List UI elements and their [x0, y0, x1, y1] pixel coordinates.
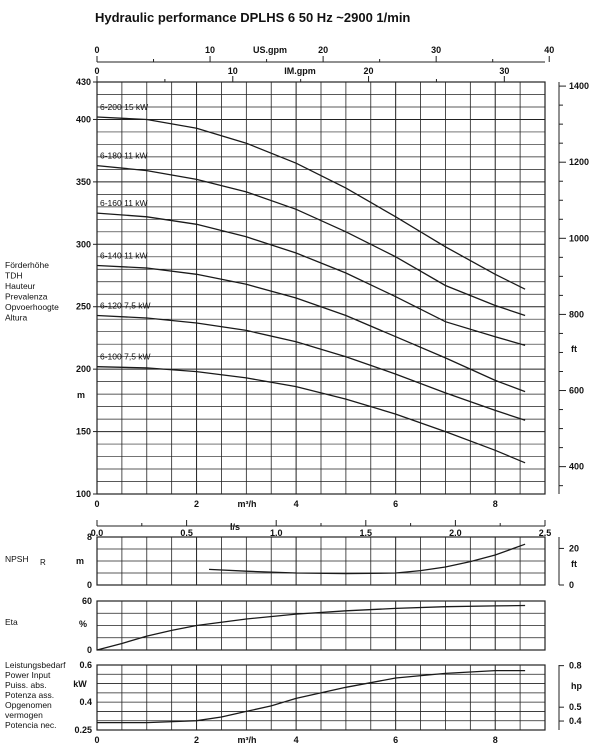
- npsh-label-subscript: R: [40, 558, 46, 567]
- us-gpm-tick-label: 30: [431, 45, 442, 55]
- curve-6-140: [97, 266, 525, 392]
- grid-layer: [90, 56, 566, 730]
- curve-6-200: [97, 117, 525, 289]
- ft-tick-label: 800: [569, 309, 585, 320]
- head-x-tick-label: 4: [293, 499, 299, 509]
- head-y-label-line: Altura: [5, 312, 28, 323]
- eta-label: Eta: [5, 617, 18, 627]
- power-y-tick-label: 0.6: [79, 660, 92, 670]
- ls-tick-label: 2.0: [449, 528, 462, 538]
- power-x-tick-label: 0: [94, 735, 100, 745]
- eta-y-tick-label: 60: [81, 596, 92, 606]
- power-label-line: Power Input: [5, 670, 51, 680]
- head-y-unit: m: [76, 390, 85, 400]
- ft-unit: ft: [571, 344, 577, 354]
- ft-tick-label: 1000: [569, 233, 590, 244]
- us-gpm-tick-label: 40: [544, 45, 555, 55]
- power-y-tick-label: 0.4: [79, 697, 92, 708]
- im-gpm-tick-label: 20: [363, 66, 374, 76]
- ls-label: l/s: [229, 522, 241, 532]
- power-x-unit: m³/h: [237, 735, 257, 745]
- npsh-label: NPSH: [5, 554, 29, 564]
- curve-6-160: [97, 213, 525, 345]
- power-label-line: Puiss. abs.: [5, 680, 47, 690]
- npsh-y-tick-label: 0: [86, 580, 92, 590]
- eta-y-tick-label: 0: [86, 645, 92, 655]
- curve-label-6-120: 6-120 7,5 kW: [100, 300, 151, 311]
- npsh-y-unit: m: [75, 556, 85, 566]
- ls-tick-label: 0.0: [90, 528, 104, 538]
- power-x-tick-label: 8: [492, 735, 498, 745]
- eta-y-unit: %: [78, 619, 88, 629]
- us-gpm-label: US.gpm: [252, 45, 288, 55]
- head-x-tick-label: 8: [492, 499, 498, 509]
- npsh-ft-unit: ft: [571, 559, 577, 569]
- hp-tick-label: 0.5: [569, 702, 582, 713]
- hp-unit: hp: [571, 681, 582, 691]
- curve-power: [97, 671, 525, 723]
- ft-tick-label: 1200: [569, 157, 590, 168]
- curves-layer: [97, 117, 525, 723]
- curve-eta: [97, 606, 525, 651]
- labels-layer: [5, 45, 589, 745]
- ls-tick-label: 1.5: [359, 528, 373, 538]
- im-gpm-tick-label: 30: [499, 66, 510, 76]
- chart-title: Hydraulic performance DPLHS 6 50 Hz ~2900 1/min: [95, 10, 411, 25]
- ft-tick-label: 400: [569, 461, 585, 472]
- curve-label-6-200: 6-200 15 kW: [100, 101, 149, 112]
- head-y-tick-label: 100: [75, 489, 91, 499]
- curve-label-6-180: 6-180 11 kW: [100, 150, 148, 161]
- curve-6-180: [97, 166, 525, 316]
- head-y-label-line: Hauteur: [5, 281, 36, 291]
- power-label-line: Potencia nec.: [5, 720, 57, 730]
- power-y-unit: kW: [73, 679, 87, 689]
- head-y-label-line: TDH: [5, 270, 23, 281]
- ls-tick-label: 1.0: [269, 528, 283, 538]
- hp-tick-label: 0.4: [569, 716, 582, 727]
- im-gpm-tick-label: 0: [94, 66, 100, 76]
- npsh-ft-tick-label: 0: [569, 580, 575, 590]
- power-x-tick-label: 4: [293, 735, 299, 745]
- head-x-tick-label: 6: [393, 499, 399, 509]
- curve-6-100: [97, 367, 525, 463]
- power-label-line: Opgenomen: [5, 700, 52, 710]
- im-gpm-tick-label: 10: [227, 66, 238, 76]
- curve-label-6-140: 6-140 11 kW: [100, 250, 148, 261]
- ft-tick-label: 600: [569, 385, 585, 396]
- head-y-tick-label: 150: [75, 426, 91, 437]
- npsh-ft-tick-label: 20: [569, 543, 580, 554]
- head-x-tick-label: 2: [194, 499, 200, 509]
- hp-tick-label: 0.8: [569, 660, 582, 671]
- power-x-tick-label: 6: [393, 735, 399, 745]
- us-gpm-tick-label: 20: [318, 45, 329, 55]
- im-gpm-label: IM.gpm: [284, 66, 316, 76]
- head-y-tick-label: 350: [75, 176, 91, 187]
- curve-6-120: [97, 316, 525, 421]
- head-y-label-line: Förderhöhe: [5, 260, 49, 270]
- power-label-line: Leistungsbedarf: [5, 660, 66, 670]
- ls-tick-label: 0.5: [180, 528, 193, 538]
- head-y-tick-label: 200: [75, 364, 91, 375]
- head-y-label-line: Prevalenza: [5, 291, 48, 302]
- head-x-tick-label: 0: [94, 499, 100, 509]
- head-y-tick-label: 400: [75, 114, 91, 125]
- head-y-label-line: Opvoerhoogte: [5, 302, 59, 312]
- power-label-line: vermogen: [5, 710, 43, 720]
- head-x-unit: m³/h: [237, 499, 257, 509]
- head-y-tick-label: 430: [75, 77, 91, 87]
- head-y-tick-label: 300: [75, 239, 91, 250]
- us-gpm-tick-label: 10: [205, 45, 216, 55]
- power-y-tick-label: 0.25: [74, 725, 92, 735]
- npsh-y-tick-label: 8: [86, 532, 92, 542]
- power-label-line: Potenza ass.: [5, 690, 55, 700]
- power-x-tick-label: 2: [194, 735, 200, 745]
- curve-label-6-100: 6-100 7,5 kW: [100, 351, 151, 362]
- ft-tick-label: 1400: [569, 81, 590, 92]
- curve-label-6-160: 6-160 11 kW: [100, 198, 148, 209]
- us-gpm-tick-label: 0: [94, 45, 100, 55]
- ls-tick-label: 2.5: [538, 528, 552, 538]
- head-y-tick-label: 250: [75, 301, 91, 312]
